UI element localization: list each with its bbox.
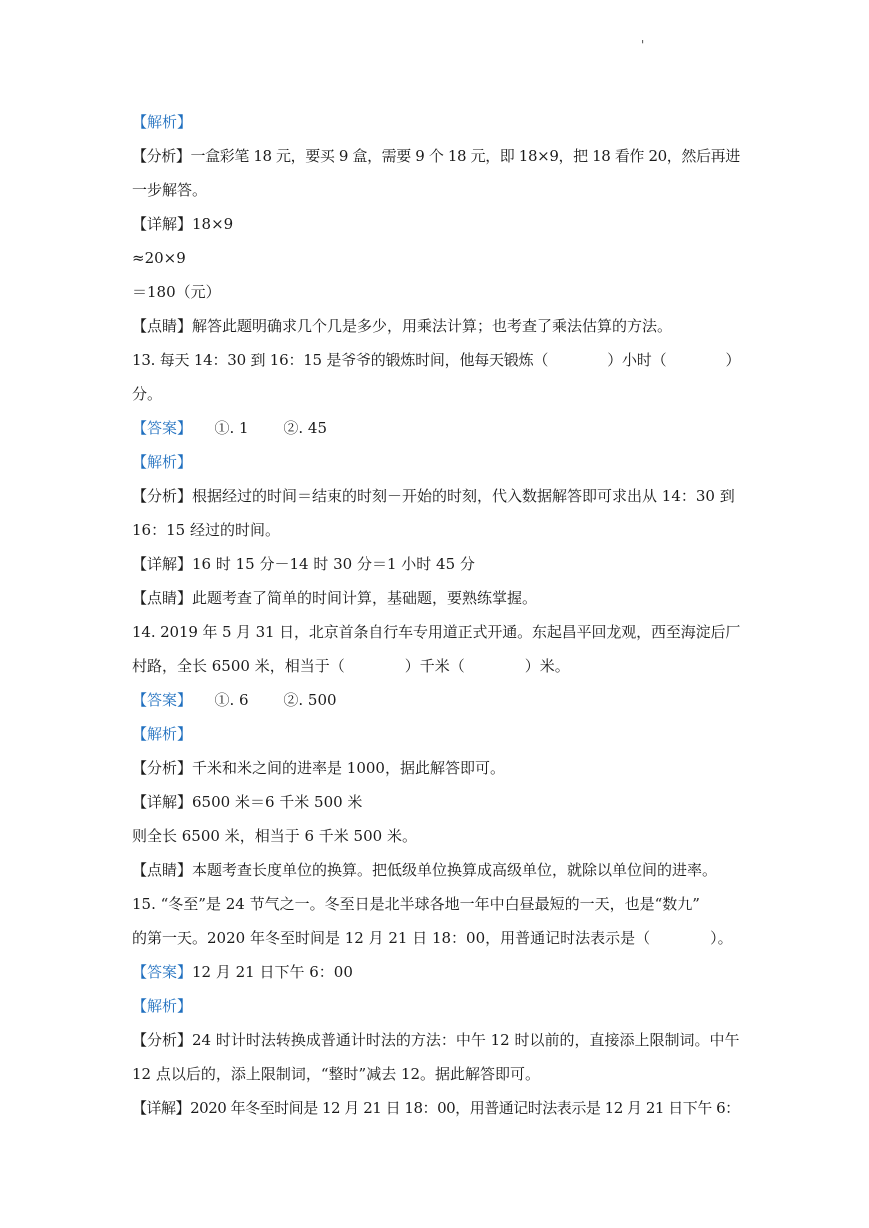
line-22: 则全长 6500 米，相当于 6 千米 500 米。 — [132, 827, 417, 845]
line-30: 【详解】2020 年冬至时间是 12 月 21 日 18：00，用普通记时法表示是 12 月 21 日下午 6： — [132, 1099, 740, 1117]
line-28: 【分析】24 时计时法转换成普通计时法的方法：中午 12 时以前的，直接添上限制词。中午 — [132, 1031, 740, 1049]
line-23: 【点睛】本题考查长度单位的换算。把低级单位换算成高级单位，就除以单位间的进率。 — [132, 861, 718, 879]
section-tag: 【解析】 — [132, 113, 193, 131]
line-5: ≈20×9 — [132, 249, 186, 267]
line-6: ＝180（元） — [132, 283, 221, 301]
line-14: 【详解】16 时 15 分－14 时 30 分＝1 小时 45 分 — [132, 555, 475, 573]
line-20: 【分析】千米和米之间的进率是 1000，据此解答即可。 — [132, 759, 505, 777]
answer-14: 【答案】 ①. 6 ②. 500 — [132, 691, 337, 709]
line-11: 【解析】 — [132, 453, 193, 471]
question-15: 15. “冬至”是 24 节气之一。冬至日是北半球各地一年中白昼最短的一天，也是“数九” — [132, 895, 700, 913]
line-7: 【点睛】解答此题明确求几个几是多少，用乘法计算；也考查了乘法估算的方法。 — [132, 317, 673, 335]
line-4: 【详解】18×9 — [132, 215, 234, 233]
line-13: 16：15 经过的时间。 — [132, 521, 280, 539]
line-1 — [132, 112, 192, 132]
answer-13: 【答案】 ①. 1 ②. 45 — [132, 419, 327, 437]
page-header-mark: ' — [641, 38, 645, 52]
line-29: 12 点以后的，添上限制词，“整时”减去 12。据此解答即可。 — [132, 1065, 541, 1083]
line-27: 【解析】 — [132, 997, 193, 1015]
line-21: 【详解】6500 米＝6 千米 500 米 — [132, 793, 363, 811]
line-3: 一步解答。 — [132, 181, 208, 199]
line-9: 分。 — [132, 385, 163, 403]
line-12: 【分析】根据经过的时间＝结束的时刻－开始的时刻，代入数据解答即可求出从 14：30 到 — [132, 487, 735, 505]
line-2: 【分析】一盒彩笔 18 元，要买 9 盒，需要 9 个 18 元，即 18×9，把 18 看作 20，然后再进 — [132, 147, 740, 165]
line-19: 【解析】 — [132, 725, 193, 743]
line-17: 村路，全长 6500 米，相当于（ ）千米（ ）米。 — [132, 657, 570, 675]
question-13: 13. 每天 14：30 到 16：15 是爷爷的锻炼时间，他每天锻炼（ ）小时（ ） — [132, 351, 741, 369]
line-15: 【点睛】此题考查了简单的时间计算，基础题，要熟练掌握。 — [132, 589, 538, 607]
line-25: 的第一天。2020 年冬至时间是 12 月 21 日 18：00，用普通记时法表示是（ ）。 — [132, 929, 733, 947]
answer-tag: 【答案】 — [132, 419, 185, 437]
answer-15: 【答案】12 月 21 日下午 6：00 — [132, 963, 353, 981]
question-14: 14. 2019 年 5 月 31 日，北京首条自行车专用道正式开通。东起昌平回龙观，西至海淀后厂 — [132, 623, 741, 641]
